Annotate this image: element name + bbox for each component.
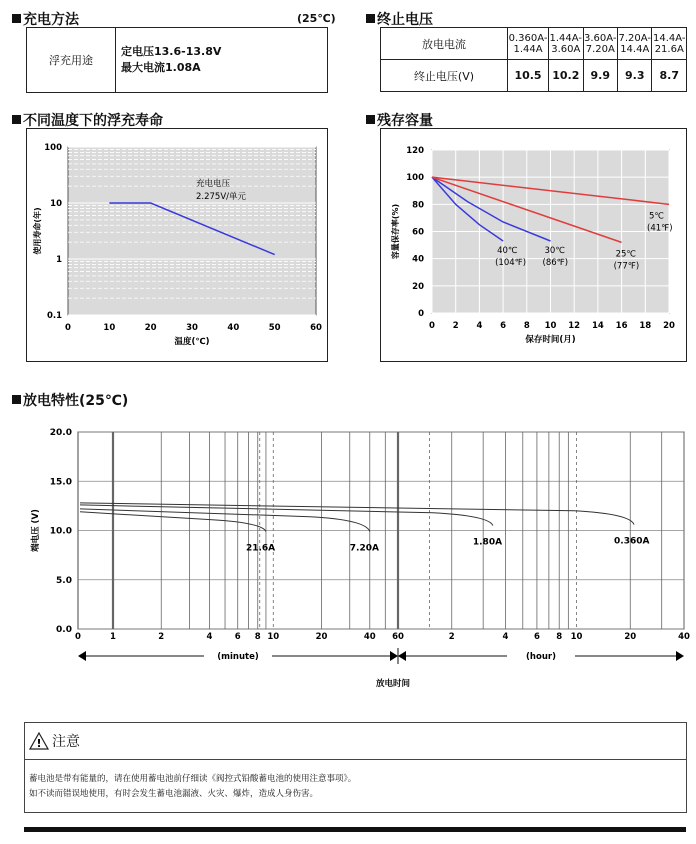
x-tick-label-minute: 2 [158, 632, 165, 642]
charging-values [116, 28, 328, 93]
square-bullet-icon [366, 14, 375, 23]
x-tick-label: 60 [310, 323, 322, 333]
x-tick-label: 10 [544, 321, 557, 331]
y-tick-label: 0.0 [56, 625, 72, 635]
series-sublabel: (104℉) [495, 258, 527, 269]
x-tick-label: 12 [568, 321, 581, 331]
x-tick-label-minute: 4 [206, 632, 213, 642]
charging-table [26, 27, 328, 93]
bottom-rule [24, 827, 686, 832]
discharge-title-text: 放电特性(25℃) [23, 393, 129, 409]
notice-line2: 如不读而错误地使用，有时会发生蓄电池漏液、火灾、爆炸，造成人身伤害。 [29, 789, 319, 799]
x-tick-label: 30 [186, 323, 198, 333]
float-life-title-text: 不同温度下的浮充寿命 [23, 113, 163, 129]
x-tick-label-hour: 6 [533, 632, 540, 642]
x-tick-label: 0 [429, 321, 435, 331]
y-tick-label: 10 [50, 199, 62, 209]
cutoff-current-1-a: 0.360A- [508, 32, 548, 44]
x-tick-label: 0 [65, 323, 71, 333]
charging-title-text: 充电方法 [23, 12, 79, 28]
cutoff-voltage-5: 8.7 [652, 60, 687, 92]
series-sublabel: (41℉) [647, 223, 673, 234]
notice-line1: 蓄电池是带有能量的，请在使用蓄电池前仔细读《阀控式铅酸蓄电池的使用注意事项》。 [29, 774, 357, 784]
square-bullet-icon [366, 115, 375, 124]
y-tick-label: 120 [406, 146, 424, 156]
cutoff-current-3-a: 3.60A- [584, 32, 617, 44]
x-axis-label: 温度(℃) [174, 337, 210, 347]
cutoff-title-text: 终止电压 [377, 12, 433, 28]
x-tick-label: 10 [103, 323, 116, 333]
series-label: 7.20A [349, 543, 379, 554]
y-tick-label: 100 [406, 173, 424, 184]
residual-title-text: 残存容量 [377, 113, 433, 129]
series-label: 1.80A [472, 537, 503, 548]
arrow-right-icon [390, 651, 398, 661]
cutoff-current-4 [618, 28, 652, 60]
cutoff-table [380, 27, 687, 92]
square-bullet-icon [12, 14, 21, 23]
series-sublabel: (77℉) [613, 261, 640, 272]
cutoff-voltage-3: 9.9 [583, 60, 617, 92]
annotation-line1: 充电电压 [196, 179, 231, 189]
x-tick-label: 8 [523, 321, 530, 331]
cutoff-current-1 [508, 28, 549, 60]
cutoff-current-2-b: 3.60A [551, 43, 581, 55]
x-tick-label: 2 [452, 321, 459, 331]
notice-body [25, 759, 686, 802]
x-tick-label-minute: 40 [363, 632, 376, 642]
x-tick-label-hour: 20 [624, 632, 637, 642]
y-tick-label: 1 [56, 255, 62, 265]
y-tick-label: 0.1 [46, 311, 62, 321]
cutoff-current-5 [652, 28, 687, 60]
cutoff-title [366, 9, 433, 29]
plot-area [68, 147, 316, 315]
cutoff-current-2-a: 1.44A- [549, 32, 583, 44]
x-tick-label: 4 [476, 321, 483, 331]
x-tick-label: 50 [268, 323, 281, 333]
square-bullet-icon [12, 395, 21, 404]
x-tick-label-minute: 0 [75, 632, 81, 642]
charging-line2: 最大电流1.08A [121, 61, 201, 74]
cutoff-current-1-b: 1.44A [513, 43, 543, 55]
series-label: 5℃ [649, 211, 664, 222]
x-tick-label: 20 [663, 321, 675, 331]
x-axis-label: 保存时间(月) [525, 335, 576, 345]
y-tick-label: 0 [418, 309, 424, 319]
cutoff-voltage-2: 10.2 [549, 60, 583, 92]
warning-triangle-icon [29, 732, 49, 750]
cutoff-current-4-b: 14.4A [620, 43, 650, 55]
annotation-line2: 2.275V/单元 [196, 192, 247, 202]
series-label: 40℃ [497, 246, 518, 257]
series-label: 25℃ [615, 249, 636, 260]
cutoff-current-5-a: 14.4A- [652, 32, 686, 44]
y-tick-label: 20.0 [49, 428, 72, 438]
y-tick-label: 60 [412, 227, 424, 238]
x-tick-label-minute: 1 [110, 632, 116, 642]
y-axis-label: 容量保存率(%) [391, 203, 400, 260]
y-axis-label: 使用寿命(年) [33, 207, 42, 255]
x-tick-label: 18 [639, 321, 652, 331]
cutoff-voltage-1: 10.5 [508, 60, 549, 92]
y-tick-label: 40 [412, 254, 424, 265]
series-label: 21.6A [245, 543, 276, 554]
cutoff-current-2 [549, 28, 583, 60]
y-tick-label: 10.0 [49, 526, 72, 537]
x-tick-label-minute: 6 [234, 632, 241, 642]
notice-box [24, 722, 687, 813]
x-tick-label-minute: 20 [315, 632, 328, 642]
series-label: 30℃ [544, 246, 565, 257]
charging-row-label: 浮充用途 [27, 28, 116, 93]
y-tick-label: 15.0 [49, 477, 72, 488]
discharge-title [12, 390, 128, 410]
x-tick-label-minute: 10 [267, 632, 280, 642]
notice-header [25, 723, 686, 759]
cutoff-current-3 [583, 28, 617, 60]
x-tick-label: 16 [615, 321, 628, 331]
notice-title: 注意 [52, 734, 80, 750]
arrow-left-icon [398, 651, 406, 661]
y-axis-label: 端电压 (V) [31, 509, 41, 552]
cutoff-current-5-b: 21.6A [654, 43, 684, 55]
series-label: 0.360A [614, 536, 650, 547]
y-tick-label: 100 [44, 143, 62, 153]
cutoff-row2-label: 终止电压(V) [381, 60, 508, 92]
x-tick-label-hour: 10 [570, 632, 583, 642]
square-bullet-icon [12, 115, 21, 124]
x-tick-label-hour: 8 [556, 632, 563, 642]
unit-minute-label: (minute) [217, 652, 259, 662]
x-axis-label: 放电时间 [375, 679, 411, 689]
y-tick-label: 20 [412, 281, 424, 292]
x-tick-label-minute: 8 [254, 632, 261, 642]
y-tick-label: 80 [412, 200, 424, 211]
x-tick-label: 14 [591, 321, 604, 331]
x-tick-label-hour: 40 [678, 632, 690, 642]
arrow-left-icon [78, 651, 86, 661]
x-tick-label-hour: 4 [502, 632, 509, 642]
x-tick-label: 6 [500, 321, 507, 331]
x-tick-label-minute: 60 [392, 632, 404, 642]
arrow-right-icon [676, 651, 684, 661]
residual-chart [380, 128, 687, 362]
cutoff-voltage-4: 9.3 [618, 60, 652, 92]
x-tick-label-hour: 2 [448, 632, 455, 642]
float-life-title [12, 110, 163, 130]
discharge-chart [8, 418, 692, 696]
cutoff-current-4-a: 7.20A- [618, 32, 651, 44]
charging-line1: 定电压13.6-13.8V [121, 45, 222, 58]
unit-hour-label: (hour) [526, 652, 556, 662]
x-tick-label: 40 [227, 323, 240, 333]
residual-title [366, 110, 433, 130]
series-sublabel: (86℉) [542, 258, 569, 269]
svg-text:!: ! [36, 737, 42, 750]
y-tick-label: 5.0 [56, 575, 72, 586]
x-tick-label: 20 [144, 323, 157, 333]
cutoff-current-3-b: 7.20A [585, 43, 615, 55]
cutoff-row1-label: 放电电流 [381, 28, 508, 60]
float-life-chart [26, 128, 328, 362]
charging-title [12, 9, 79, 29]
charging-temp: (25℃) [297, 12, 336, 25]
